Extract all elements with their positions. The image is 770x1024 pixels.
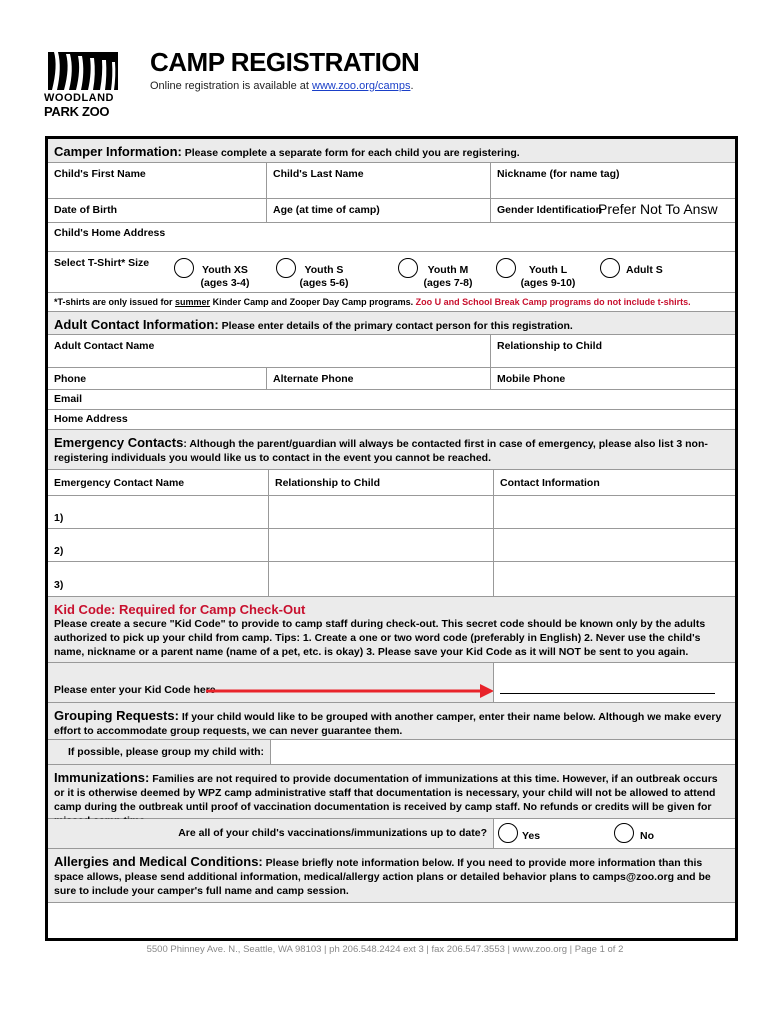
child-home-address-row[interactable] xyxy=(48,223,735,252)
adult-heading: Adult Contact Information: xyxy=(54,317,219,332)
immunizations-answer xyxy=(493,819,735,848)
adult-instructions: Please enter details of the primary contact person for this registration. xyxy=(218,320,573,332)
page-subtitle xyxy=(150,80,414,92)
adult-relationship-field[interactable] xyxy=(490,335,735,367)
tshirt-m-radio[interactable] xyxy=(398,258,418,278)
tshirt-l-ages: (ages 9-10) xyxy=(520,277,576,289)
child-last-name-label: Child's Last Name xyxy=(273,168,364,180)
immunizations-no-label: No xyxy=(640,830,654,842)
tshirt-note-red: Zoo U and School Break Camp programs do not include t-shirts. xyxy=(415,297,691,307)
emergency-rel-2[interactable] xyxy=(268,529,493,561)
emergency-col-info: Contact Information xyxy=(493,470,735,495)
age-label: Age (at time of camp) xyxy=(273,204,380,216)
grouping-input[interactable] xyxy=(270,740,735,764)
emergency-rel-1[interactable] xyxy=(268,496,493,528)
kidcode-prompt: Please enter your Kid Code here xyxy=(54,684,216,696)
nickname-field[interactable] xyxy=(490,163,735,198)
zoo-logo xyxy=(44,46,120,118)
emergency-row-2-label: 2) xyxy=(54,545,64,557)
emergency-heading: Emergency Contacts xyxy=(54,435,184,450)
page-title: CAMP REGISTRATION xyxy=(150,47,420,77)
emergency-info-3[interactable] xyxy=(493,562,735,596)
gender-value[interactable]: Prefer Not To Answ xyxy=(598,201,718,217)
tshirt-s-name: Youth S xyxy=(304,264,344,276)
dob-label: Date of Birth xyxy=(54,204,117,216)
tshirt-xs-radio[interactable] xyxy=(174,258,194,278)
kidcode-row xyxy=(48,663,735,703)
tshirt-note-row xyxy=(48,293,735,312)
child-first-name-label: Child's First Name xyxy=(54,168,146,180)
emergency-info-2[interactable] xyxy=(493,529,735,561)
logo-line-1: WOODLAND xyxy=(44,92,114,104)
tshirt-m-ages: (ages 7-8) xyxy=(423,277,473,289)
gender-label: Gender Identification xyxy=(497,204,603,216)
emergency-name-2[interactable] xyxy=(48,529,268,561)
tshirt-row xyxy=(48,252,735,293)
adult-section-header xyxy=(48,312,735,335)
allergies-input[interactable] xyxy=(48,903,735,938)
tshirt-adult-s-radio[interactable] xyxy=(600,258,620,278)
grouping-heading: Grouping Requests: xyxy=(54,708,179,723)
adult-home-address-label: Home Address xyxy=(54,413,128,425)
tshirt-label: Select T-Shirt* Size xyxy=(54,257,150,269)
tshirt-note-b: summer xyxy=(175,297,211,307)
tshirt-s-option xyxy=(294,264,354,290)
adult-name-field[interactable] xyxy=(48,335,490,367)
adult-phone-row xyxy=(48,368,735,390)
subtitle-suffix: . xyxy=(410,80,414,92)
dob-field[interactable] xyxy=(48,199,266,222)
phone-field[interactable] xyxy=(48,368,266,389)
tshirt-m-name: Youth M xyxy=(427,264,469,276)
child-first-name-field[interactable] xyxy=(48,163,266,198)
emergency-row-2 xyxy=(48,529,735,562)
tshirt-xs-name: Youth XS xyxy=(202,264,248,276)
camper-instructions: Please complete a separate form for each child you are registering. xyxy=(181,147,520,159)
emergency-row-3-label: 3) xyxy=(54,579,64,591)
immunizations-section-header xyxy=(48,765,735,819)
emergency-col-rel: Relationship to Child xyxy=(268,470,493,495)
tshirt-xs-ages: (ages 3-4) xyxy=(200,277,250,289)
grouping-row xyxy=(48,740,735,765)
emergency-row-1-label: 1) xyxy=(54,512,64,524)
camper-section-header xyxy=(48,139,735,163)
tshirt-note-c: Kinder Camp and Zooper Day Camp programs. xyxy=(210,297,416,307)
adult-home-address-row[interactable] xyxy=(48,410,735,430)
tshirt-l-option xyxy=(516,264,580,290)
alt-phone-label: Alternate Phone xyxy=(273,373,354,385)
immunizations-heading: Immunizations: xyxy=(54,770,150,785)
subtitle-text: Online registration is available at xyxy=(150,80,313,92)
kidcode-heading: Kid Code: Required for Camp Check-Out xyxy=(54,602,306,617)
camper-name-row xyxy=(48,163,735,199)
emergency-name-1[interactable] xyxy=(48,496,268,528)
grouping-instructions: If your child would like to be grouped with another camper, enter their name below. Although we make every effort to accommodate group requests, we can never guarantee them. xyxy=(54,711,722,737)
zebra-stripes-icon xyxy=(44,46,120,90)
emergency-instructions: : Although the parent/guardian will always be contacted first in case of emergency, please also list 3 non-registering individuals you would like us to contact in the event you cannot be reached. xyxy=(54,438,708,464)
emergency-row-3 xyxy=(48,562,735,597)
tshirt-l-radio[interactable] xyxy=(496,258,516,278)
alt-phone-field[interactable] xyxy=(266,368,490,389)
immunizations-yes-radio[interactable] xyxy=(498,823,518,843)
kidcode-underline xyxy=(500,693,715,694)
emergency-info-1[interactable] xyxy=(493,496,735,528)
tshirt-note xyxy=(48,293,735,311)
mobile-phone-label: Mobile Phone xyxy=(497,373,566,385)
tshirt-note-a: *T-shirts are only issued for xyxy=(54,297,176,307)
allergies-heading: Allergies and Medical Conditions: xyxy=(54,854,263,869)
adult-relationship-label: Relationship to Child xyxy=(497,340,602,352)
gender-field[interactable] xyxy=(490,199,735,222)
camper-dob-row xyxy=(48,199,735,223)
adult-name-label: Adult Contact Name xyxy=(54,340,155,352)
phone-label: Phone xyxy=(54,373,87,385)
page-footer: 5500 Phinney Ave. N., Seattle, WA 98103 | ph 206.548.2424 ext 3 | fax 206.547.3553 | www.zoo.org | Page 1 of 2 xyxy=(146,944,624,955)
child-last-name-field[interactable] xyxy=(266,163,490,198)
immunizations-question: Are all of your child's vaccinations/immunizations up to date? xyxy=(178,827,487,839)
nickname-label: Nickname (for name tag) xyxy=(497,168,620,180)
camper-heading: Camper Information: xyxy=(54,144,182,159)
allergies-section-header xyxy=(48,849,735,903)
immunizations-question-row xyxy=(48,819,735,849)
kidcode-input[interactable] xyxy=(493,663,735,702)
immunizations-yes-label: Yes xyxy=(522,830,541,842)
immunizations-instructions: Families are not required to provide documentation of immunizations at this time. However, if an outbreak occurs or it is otherwise deemed by WPZ camp administrative staff that documentation is necessary, your child will not be allowed to attend camp during the outbreak until proof of vaccination documentation is received by camp staff. No refunds or credits will be given for xyxy=(54,773,718,813)
tshirt-adult-s-option xyxy=(626,264,663,277)
emergency-header-row xyxy=(48,470,735,496)
mobile-phone-field[interactable] xyxy=(490,368,735,389)
emergency-row-1 xyxy=(48,496,735,529)
registration-form xyxy=(45,136,738,941)
tshirt-s-ages: (ages 5-6) xyxy=(299,277,349,289)
email-label: Email xyxy=(54,393,83,405)
tshirt-m-option xyxy=(418,264,478,290)
age-field[interactable] xyxy=(266,199,490,222)
grouping-prompt: If possible, please group my child with: xyxy=(67,746,264,758)
grouping-section-header xyxy=(48,703,735,740)
emergency-col-name: Emergency Contact Name xyxy=(54,477,185,489)
arrow-right-icon xyxy=(206,683,496,699)
immunizations-no-radio[interactable] xyxy=(614,823,634,843)
tshirt-xs-option xyxy=(200,264,250,290)
tshirt-l-name: Youth L xyxy=(528,264,568,276)
child-home-address-label: Child's Home Address xyxy=(54,227,166,239)
emergency-name-3[interactable] xyxy=(48,562,268,596)
kidcode-instructions: Please create a secure "Kid Code" to provide to camp staff during check-out. This secret code should be known only by the adults authorized to pick up your child from camp. Tips: 1. Create a one or two word code (preferably in English) 2. Never use the child's name, nickname or a parent name (name of a pet, etc. is okay) 3. Please save your Kid Code as it will NOT be sent to you again. xyxy=(54,618,706,658)
adult-name-row xyxy=(48,335,735,368)
tshirt-s-radio[interactable] xyxy=(276,258,296,278)
logo-line-2: PARK ZOO xyxy=(44,104,110,119)
tshirt-adult-s-name: Adult S xyxy=(626,264,663,276)
camps-link[interactable]: www.zoo.org/camps xyxy=(312,80,411,92)
allergies-instructions: Please briefly note information below. If you need to provide more information than this space allows, please send additional information, medical/allergy action plans or detailed behavior plans to camps@zoo.org and be sure to include your camper's full name and camp session. xyxy=(54,857,711,897)
emergency-section-header xyxy=(48,430,735,470)
kidcode-section-header xyxy=(48,597,735,663)
emergency-rel-3[interactable] xyxy=(268,562,493,596)
email-row[interactable] xyxy=(48,390,735,410)
